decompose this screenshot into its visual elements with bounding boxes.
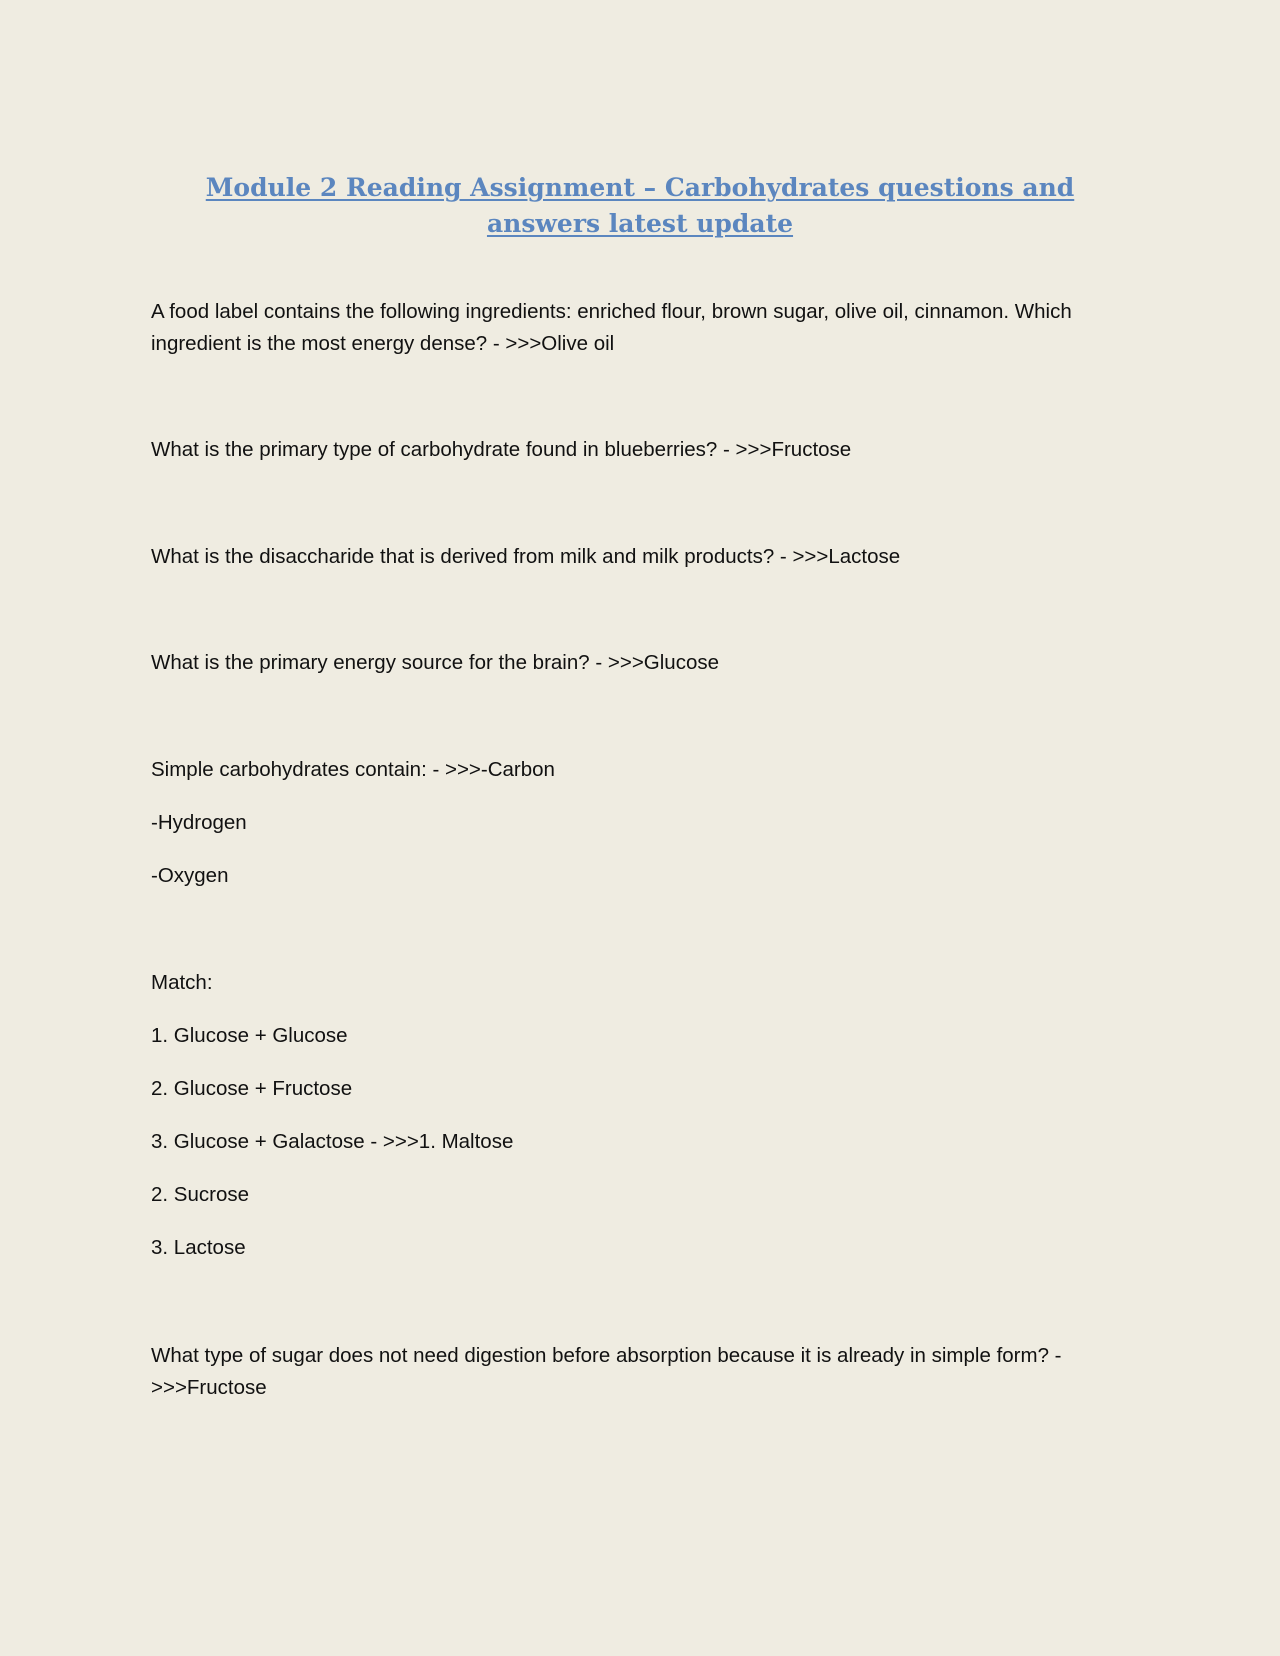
question-milk-disaccharide: What is the disaccharide that is derived from milk and milk products? - >>>Lactose (151, 545, 901, 568)
answer-line-hydrogen: -Hydrogen (151, 811, 247, 834)
question-energy-dense: A food label contains the following ingredients: enriched flour, brown sugar, olive oil, cinnamon. Which ingredient is the most energy dense? - >>>Olive oil (151, 300, 1072, 355)
question-match: Match: (151, 971, 213, 994)
match-answer-3: 3. Lactose (151, 1236, 246, 1259)
answer-line-oxygen: -Oxygen (151, 864, 229, 887)
question-blueberries: What is the primary type of carbohydrate found in blueberries? - >>>Fructose (151, 438, 852, 461)
document-title: Module 2 Reading Assignment – Carbohydrates questions and answers latest update (205, 173, 1075, 238)
question-simple-sugar: What type of sugar does not need digestion before absorption because it is already in simple form? - >>>Fructose (151, 1344, 1062, 1399)
question-simple-carbs: Simple carbohydrates contain: - >>>-Carbon (151, 758, 555, 781)
match-answer-2: 2. Sucrose (151, 1183, 249, 1206)
match-item-3: 3. Glucose + Galactose - >>>1. Maltose (151, 1130, 514, 1153)
match-item-2: 2. Glucose + Fructose (151, 1077, 353, 1100)
question-brain-energy: What is the primary energy source for the brain? - >>>Glucose (151, 651, 720, 674)
match-item-1: 1. Glucose + Glucose (151, 1024, 348, 1047)
